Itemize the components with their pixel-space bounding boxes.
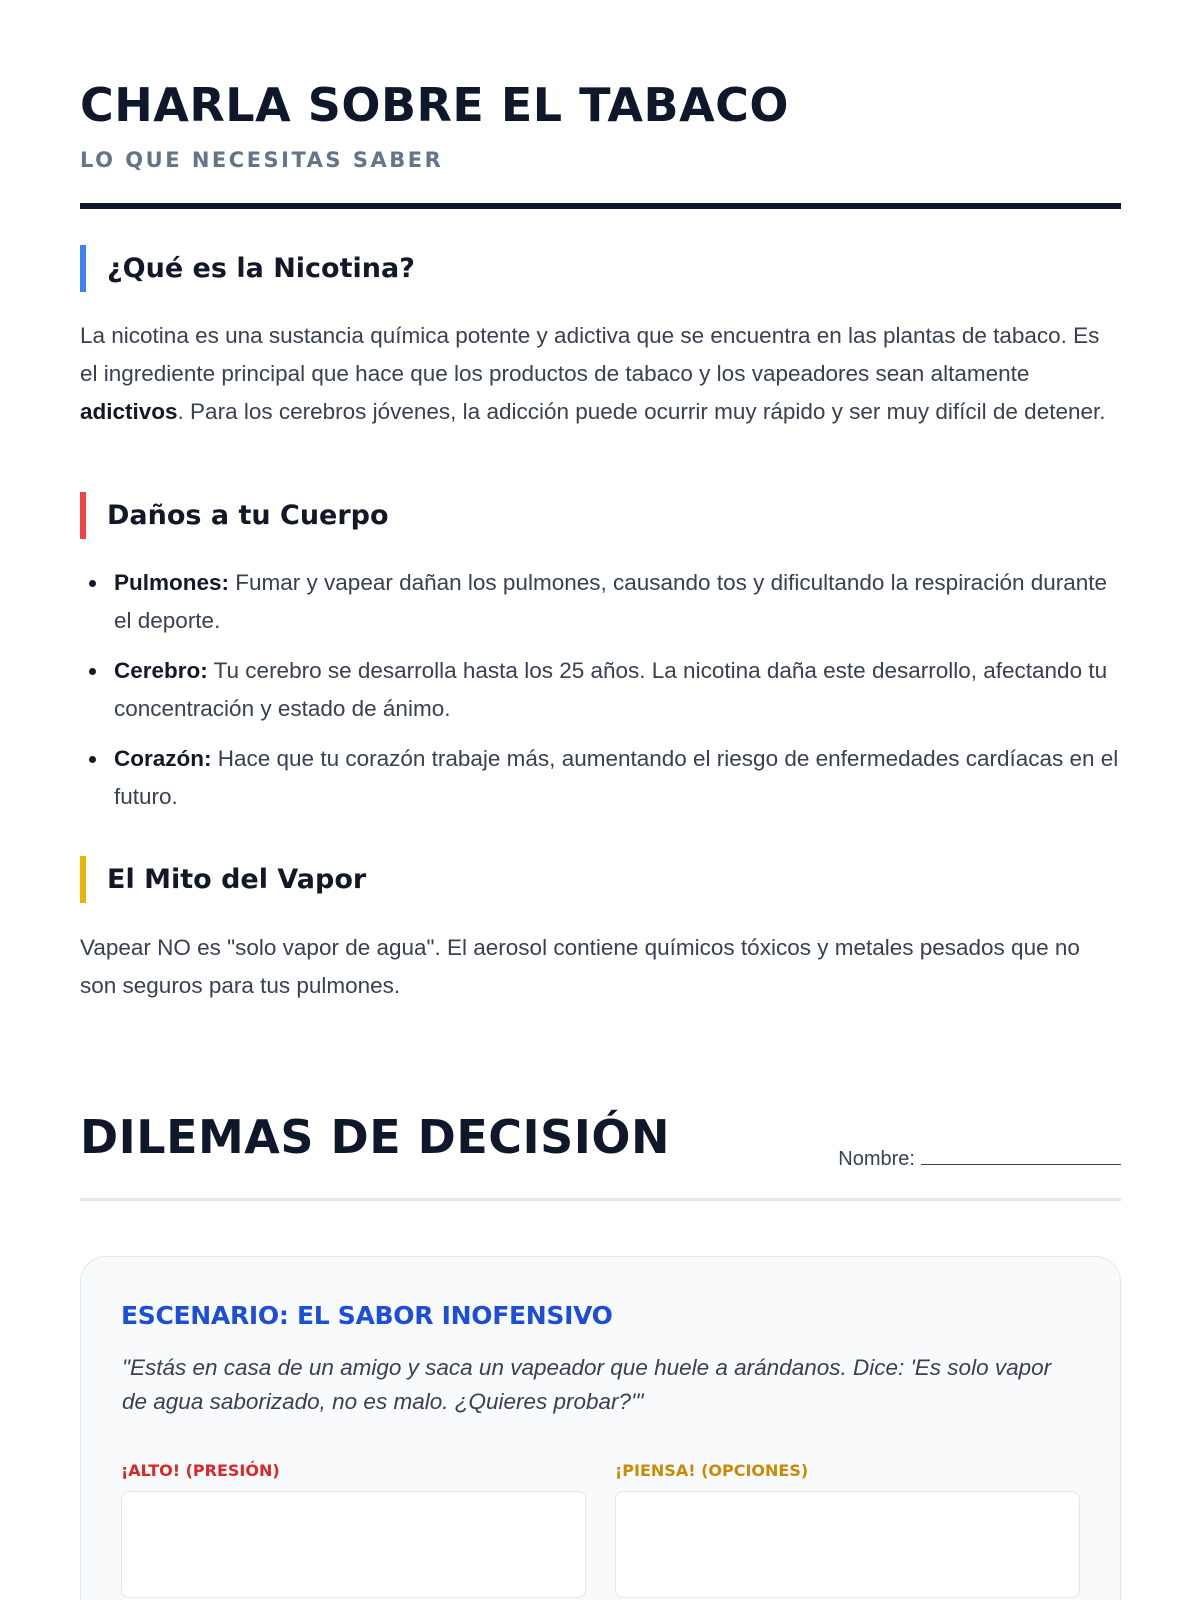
name-blank-line[interactable]: [921, 1147, 1121, 1165]
list-item-cerebro: [80, 652, 1121, 728]
scenario-title: ESCENARIO: EL SABOR INOFENSIVO: [121, 1301, 613, 1330]
nicotina-text-bold: adictivos: [80, 399, 178, 424]
alto-answer-box[interactable]: [121, 1491, 586, 1598]
mito-paragraph: Vapear NO es "solo vapor de agua". El aerosol contiene químicos tóxicos y metales pesados que no son seguros para tus pulmones.: [80, 935, 1080, 998]
alto-label: ¡ALTO! (PRESIÓN): [121, 1461, 280, 1480]
section-heading-mito: El Mito del Vapor: [80, 856, 366, 903]
list-item-label: Corazón:: [114, 746, 212, 771]
nicotina-text-end: . Para los cerebros jóvenes, la adicción puede ocurrir muy rápido y ser muy difícil de detener.: [177, 399, 1106, 424]
list-item-text: Fumar y vapear dañan los pulmones, causando tos y dificultando la respiración durante el deporte.: [114, 570, 1108, 633]
section-heading-danos: Daños a tu Cuerpo: [80, 492, 389, 539]
scenario-quote: "Estás en casa de un amigo y saca un vapeador que huele a arándanos. Dice: 'Es solo vapor de agua saborizado, no es malo. ¿Quieres probar?'": [122, 1355, 1052, 1414]
nicotina-text-start: La nicotina es una sustancia química potente y adictiva que se encuentra en las plantas de tabaco. Es el ingrediente principal que hace que los productos de tabaco y los vapeadores sean altamente: [80, 323, 1100, 386]
dilemas-divider: [80, 1198, 1121, 1201]
list-item-label: Pulmones:: [114, 570, 230, 595]
name-label: Nombre:: [838, 1148, 915, 1170]
list-item-corazon: [80, 740, 1121, 816]
list-item-text: Tu cerebro se desarrolla hasta los 25 años. La nicotina daña este desarrollo, afectando tu concentración y estado de ánimo.: [114, 658, 1108, 721]
damage-list: [80, 564, 1121, 828]
list-item-label: Cerebro:: [114, 658, 208, 683]
piensa-label: ¡PIENSA! (OPCIONES): [615, 1461, 809, 1480]
list-item-pulmones: [80, 564, 1121, 640]
list-item-text: Hace que tu corazón trabaje más, aumentando el riesgo de enfermedades cardíacas en el futuro.: [114, 746, 1119, 809]
page-subtitle: LO QUE NECESITAS SABER: [80, 148, 444, 172]
name-field[interactable]: [838, 1147, 1121, 1171]
nicotina-paragraph: [80, 317, 1121, 431]
piensa-answer-box[interactable]: [615, 1491, 1080, 1598]
dilemas-title: DILEMAS DE DECISIÓN: [80, 1110, 671, 1164]
scenario-card: [80, 1256, 1121, 1600]
page-title: CHARLA SOBRE EL TABACO: [80, 78, 790, 132]
title-divider: [80, 203, 1121, 209]
section-heading-nicotina: ¿Qué es la Nicotina?: [80, 245, 415, 292]
